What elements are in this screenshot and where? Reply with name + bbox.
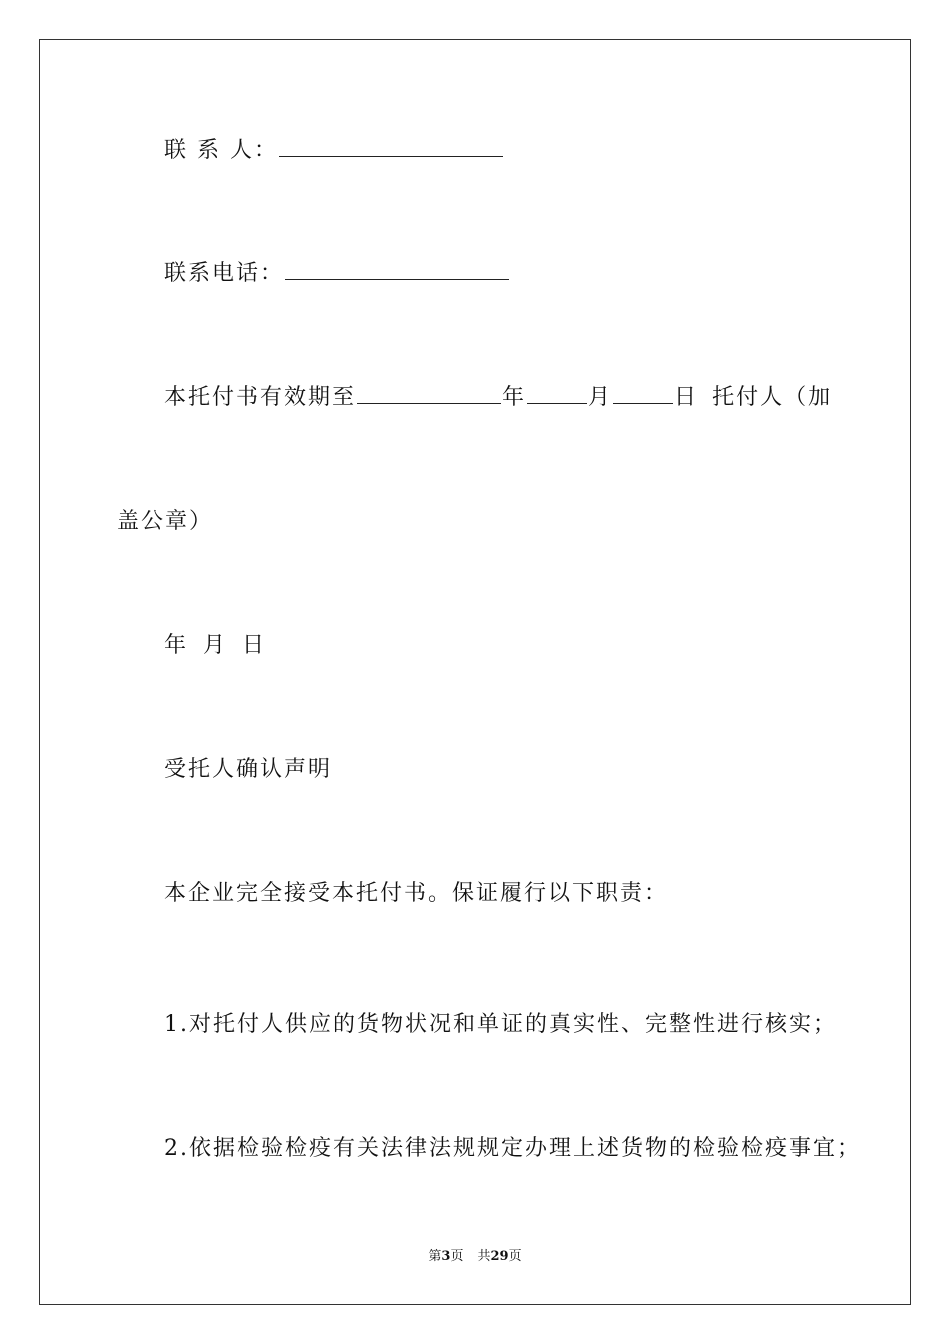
validity-prefix: 本托付书有效期至 (164, 385, 357, 410)
date-line: 年 月 日 (164, 633, 266, 658)
footer-page-total: 29 (490, 1249, 509, 1264)
footer-total-prefix: 共 (477, 1249, 491, 1264)
validity-line-continuation: 盖公章） (117, 509, 214, 534)
duty-item-1: 1.对托付人供应的货物状况和单证的真实性、完整性进行核实； (164, 1012, 837, 1037)
page-frame (39, 39, 911, 1305)
validity-day-blank[interactable] (613, 383, 673, 404)
contact-person-label: 联 系 人： (164, 138, 278, 163)
validity-month-blank[interactable] (527, 383, 587, 404)
contact-person-line (164, 136, 504, 166)
footer-total-suffix: 页 (508, 1249, 522, 1264)
footer-page-suffix: 页 (450, 1249, 464, 1264)
contact-person-blank[interactable] (279, 136, 503, 157)
validity-year-blank[interactable] (357, 383, 501, 404)
footer-page-prefix: 第 (428, 1249, 442, 1264)
page-footer (0, 1247, 950, 1267)
accept-statement: 本企业完全接受本托付书。保证履行以下职责： (164, 881, 669, 906)
contact-phone-label: 联系电话： (164, 261, 285, 286)
contact-phone-blank[interactable] (285, 259, 509, 280)
validity-day-label: 日 (674, 385, 699, 410)
contact-phone-line (164, 259, 510, 289)
duty-item-2: 2.依据检验检疫有关法律法规规定办理上述货物的检验检疫事宜； (164, 1136, 861, 1161)
validity-line (164, 383, 832, 413)
section-title: 受托人确认声明 (164, 757, 333, 782)
footer-page-current: 3 (441, 1249, 451, 1264)
validity-suffix: 托付人（加 (712, 385, 833, 410)
validity-month-label: 月 (588, 385, 613, 410)
validity-year-label: 年 (502, 385, 527, 410)
